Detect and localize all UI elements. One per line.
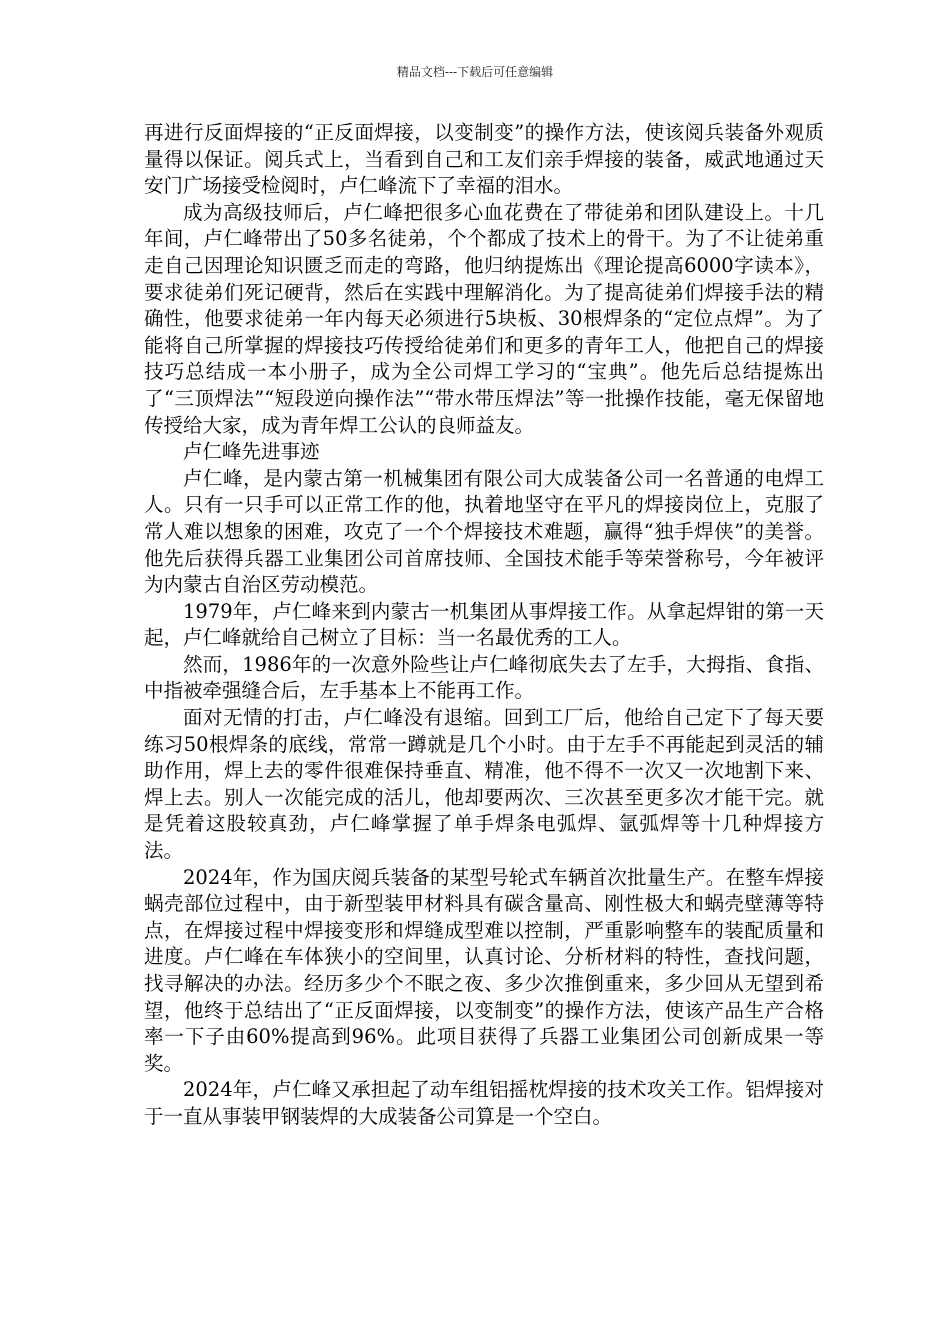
paragraph-1979: 1979年，卢仁峰来到内蒙古一机集团从事焊接工作。从拿起焊钳的第一天起，卢仁峰就给自己树立了目标：当一名最优秀的工人。 <box>144 599 824 650</box>
paragraph-apprentices: 成为高级技师后，卢仁峰把很多心血花费在了带徒弟和团队建设上。十几年间，卢仁峰带出了50多名徒弟，个个都成了技术上的骨干。为了不让徒弟重走自己因理论知识匮乏而走的弯路，他归纳提炼出《理论提高6000字读本》，要求徒弟们死记硬背，然后在实践中理解消化。为了提高徒弟们焊接手法的精确性，他要求徒弟一年内每天必须进行5块板、30根焊条的“定位点焊”。为了能将自己所掌握的焊接技巧传授给徒弟们和更多的青年工人，他把自己的焊接技巧总结成一本小册子，成为全公司焊工学习的“宝典”。他先后总结提炼出了“三顶焊法”“短段逆向操作法”“带水带压焊法”等一批操作技能，毫无保留地传授给大家，成为青年焊工公认的良师益友。 <box>144 200 824 437</box>
paragraph-intro: 卢仁峰，是内蒙古第一机械集团有限公司大成装备公司一名普通的电焊工人。只有一只手可以正常工作的他，执着地坚守在平凡的焊接岗位上，克服了常人难以想象的困难，攻克了一个个焊接技术难题，赢得“独手焊侠”的美誉。他先后获得兵器工业集团公司首席技师、全国技术能手等荣誉称号，今年被评为内蒙古自治区劳动模范。 <box>144 466 824 597</box>
paragraph-1986: 然而，1986年的一次意外险些让卢仁峰彻底失去了左手，大拇指、食指、中指被牵强缝合后，左手基本上不能再工作。 <box>144 652 824 703</box>
section-heading: 卢仁峰先进事迹 <box>183 440 320 464</box>
document-body <box>144 120 824 1131</box>
page-header: 精品文档---下载后可任意编辑 <box>396 65 554 79</box>
paragraph-aluminum-welding: 2024年，卢仁峰又承担起了动车组铝摇枕焊接的技术攻关工作。铝焊接对于一直从事装甲钢装焊的大成装备公司算是一个空白。 <box>144 1078 824 1128</box>
paragraph-parade-vehicle: 2024年，作为国庆阅兵装备的某型号轮式车辆首次批量生产。在整车焊接蜗壳部位过程中，由于新型装甲材料具有碳含量高、刚性极大和蜗壳壁薄等特点，在焊接过程中焊接变形和焊缝成型难以控制，严重影响整车的装配质量和进度。卢仁峰在车体狭小的空间里，认真讨论、分析材料的特性，查找问题，找寻解决的办法。经历多少个不眠之夜、多少次推倒重来，多少回从无望到希望，他终于总结出了“正反面焊接，以变制变”的操作方法，使该产品生产合格率一下子由60%提高到96%。此项目获得了兵器工业集团公司创新成果一等奖。 <box>144 865 824 1075</box>
paragraph-persistence: 面对无情的打击，卢仁峰没有退缩。回到工厂后，他给自己定下了每天要练习50根焊条的底线，常常一蹲就是几个小时。由于左手不再能起到灵活的辅助作用，焊上去的零件很难保持垂直、精准，他不得不一次又一次地割下来、焊上去。别人一次能完成的活儿，他却要两次、三次甚至更多次才能干完。就是凭着这股较真劲，卢仁峰掌握了单手焊条电弧焊、氩弧焊等十几种焊接方法。 <box>144 706 824 863</box>
paragraph-continuation: 再进行反面焊接的“正反面焊接，以变制变”的操作方法，使该阅兵装备外观质量得以保证。阅兵式上，当看到自己和工友们亲手焊接的装备，威武地通过天安门广场接受检阅时，卢仁峰流下了幸福的泪水。 <box>144 121 824 198</box>
